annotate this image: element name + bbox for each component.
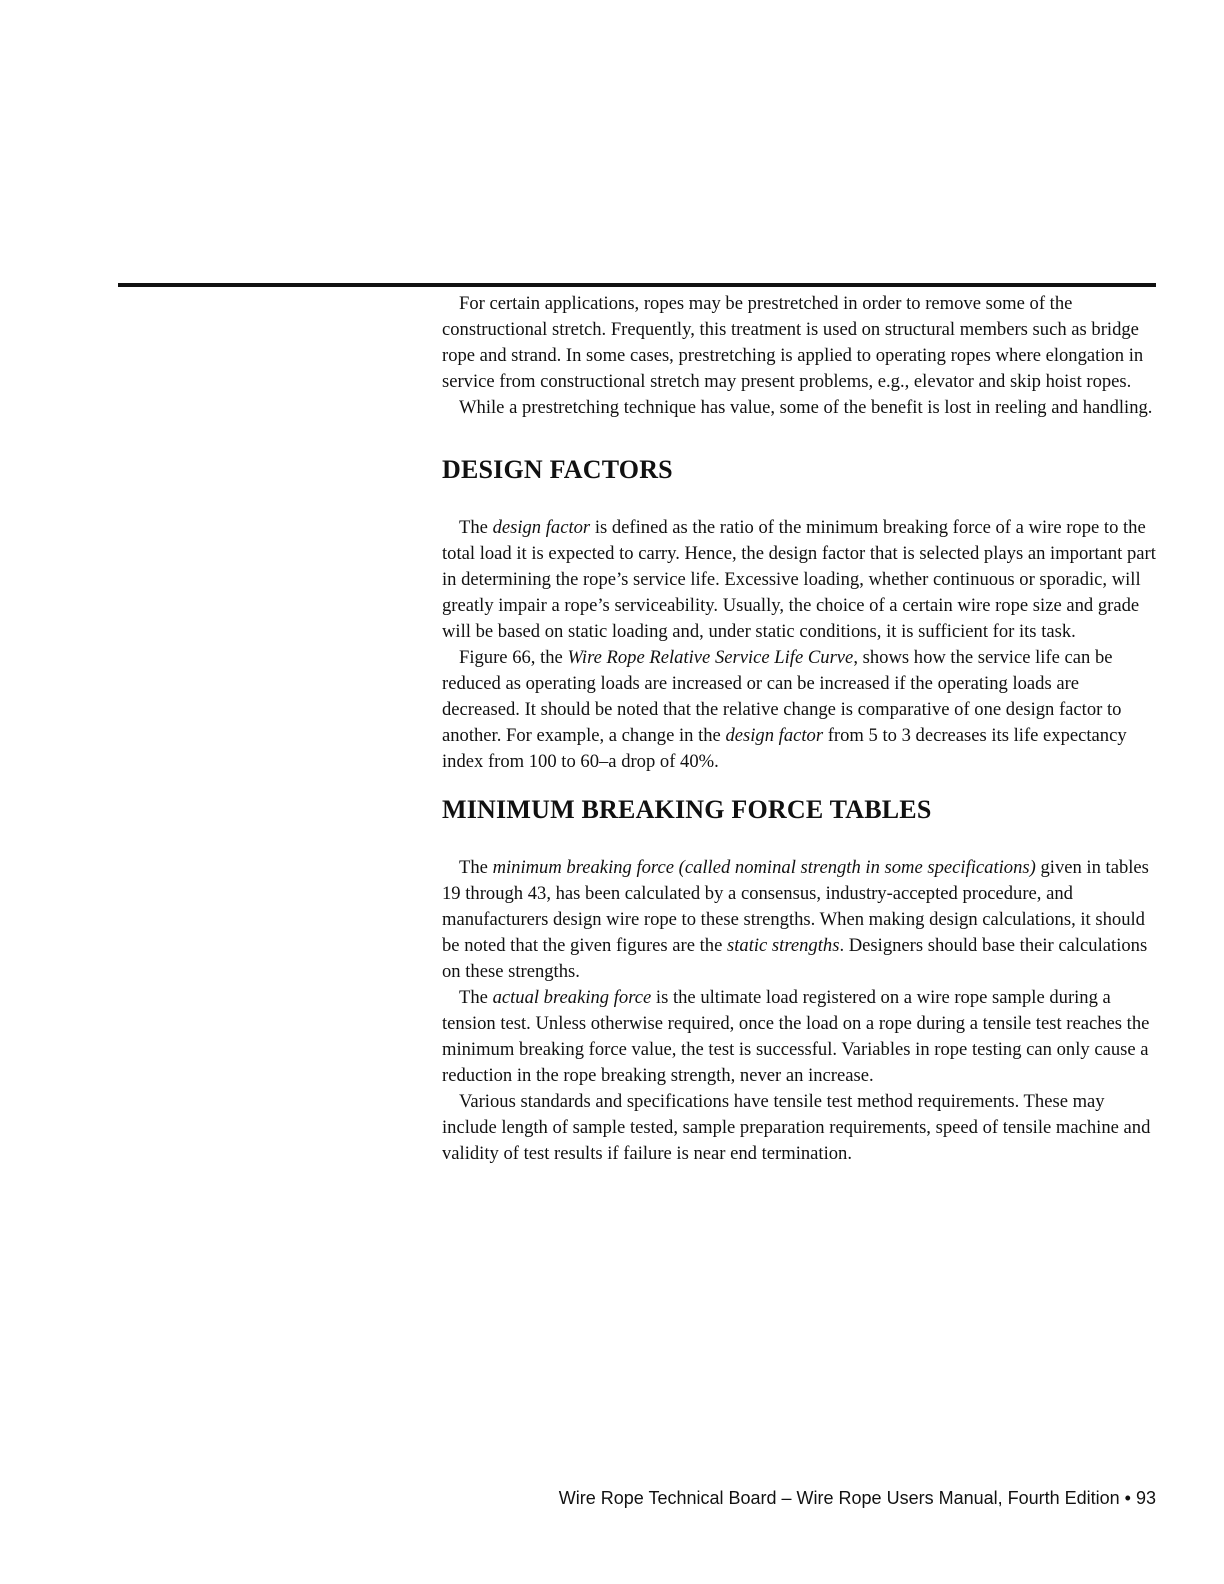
text-run: The [459, 987, 493, 1008]
text-run: given in tables 19 through 43, has been calculated by a consensus, industry-accepted procedure, and manufacturers design wire rope to these strengths. When making design calculations, it should be noted that the given figures are the [442, 857, 1149, 956]
intro-paragraph-2: While a prestretching technique has value, some of the benefit is lost in reeling and handling. [459, 397, 1153, 418]
text-run: Figure 66, the [459, 647, 568, 668]
text-run: , shows how the service life can be reduced as operating loads are increased or can be increased if the operating loads are decreased. It should be noted that the relative change is comparative of one design factor to another. For example, a change in the [442, 647, 1122, 746]
mbf-paragraph-2 [442, 985, 1157, 1089]
italic-term: minimum breaking force (called nominal strength in some specifications) [492, 857, 1036, 878]
italic-term: design factor [492, 517, 591, 538]
text-run: The [459, 857, 493, 878]
text-run: is defined as the ratio of the minimum breaking force of a wire rope to the total load it is expected to carry. Hence, the design factor that is selected plays an important part in determining the rope’s service life. Excessive loading, whether continuous or sporadic, will greatly impair a rope’s serviceability. Usually, the choice of a certain wire rope size and grade will be based on static loading and, under static conditions, it is sufficient for its task. [442, 517, 1156, 642]
italic-term: actual breaking force [492, 987, 652, 1008]
italic-term: Wire Rope Relative Service Life Curve [567, 647, 854, 668]
top-rule [118, 283, 1156, 287]
design-factors-paragraph-2 [442, 645, 1157, 775]
text-run: from 5 to 3 decreases its life expectancy index from 100 to 60–a drop of 40%. [442, 725, 1127, 772]
mbf-paragraph-1 [442, 855, 1157, 985]
section-heading-design-factors: DESIGN FACTORS [442, 455, 673, 484]
section-heading-minimum-breaking-force-tables: MINIMUM BREAKING FORCE TABLES [442, 795, 932, 824]
mbf-paragraph-3: Various standards and specifications have tensile test method requirements. These may include length of sample tested, sample preparation requirements, speed of tensile machine and validity of test results if failure is near end termination. [442, 1091, 1151, 1164]
main-content [442, 291, 1157, 1167]
design-factors-paragraph-1 [442, 515, 1157, 645]
text-run: The [459, 517, 493, 538]
italic-term: design factor [725, 725, 824, 746]
text-run: . Designers should base their calculations on these strengths. [442, 935, 1148, 982]
text-run: is the ultimate load registered on a wire rope sample during a tension test. Unless otherwise required, once the load on a rope during a tensile test reaches the minimum breaking force value, the test is successful. Variables in rope testing can only cause a reduction in the rope breaking strength, never an increase. [442, 987, 1150, 1086]
page-footer: Wire Rope Technical Board – Wire Rope Users Manual, Fourth Edition • 93 [558, 1488, 1156, 1508]
intro-paragraph-1: For certain applications, ropes may be prestretched in order to remove some of the constructional stretch. Frequently, this treatment is used on structural members such as bridge rope and strand. In some cases, prestretching is applied to operating ropes where elongation in service from constructional stretch may present problems, e.g., elevator and skip hoist ropes. [442, 293, 1144, 392]
italic-term: static strengths [727, 935, 840, 956]
